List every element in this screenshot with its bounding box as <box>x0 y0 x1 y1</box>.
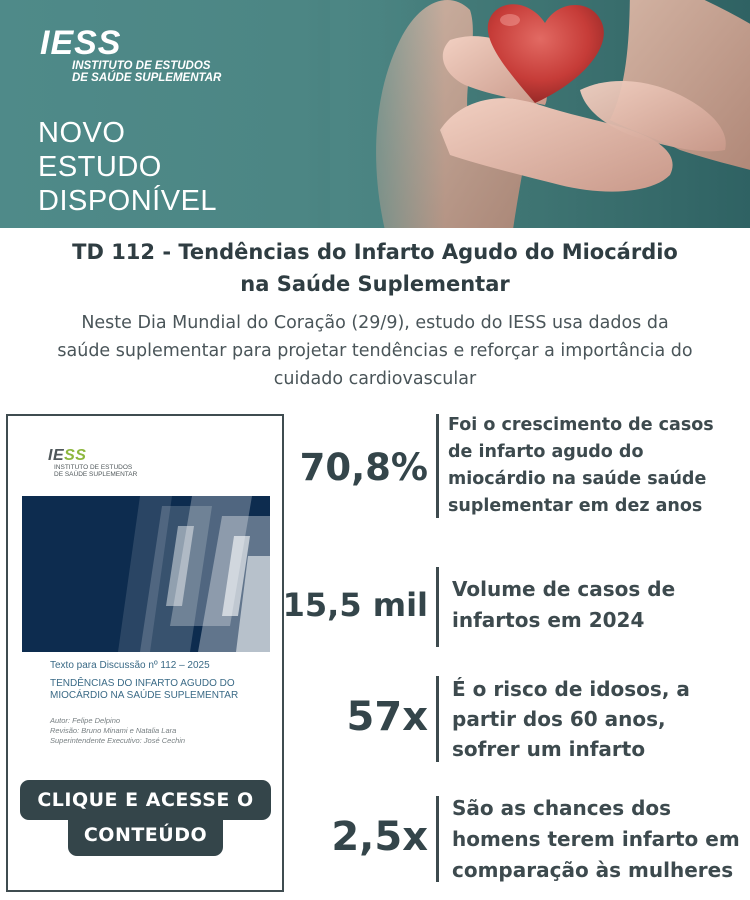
stat-description: É o risco de idosos, a partir dos 60 anos, sofrer um infarto <box>452 677 690 761</box>
cover-review: Revisão: Bruno Minami e Natalia Lara <box>50 726 177 735</box>
hero-title-line: DISPONÍVEL <box>38 185 218 217</box>
subline-line-3: cuidado cardiovascular <box>273 369 477 389</box>
document-cover[interactable] <box>22 440 270 760</box>
subline-line-1: Neste Dia Mundial do Coração (29/9), estudo do IESS usa dados da <box>81 313 669 333</box>
cover-logo-mark: IESS <box>48 447 87 464</box>
cta-label-line-2[interactable]: CONTEÚDO <box>68 816 223 856</box>
stat-description: Foi o crescimento de casos de infarto agudo do miocárdio na saúde saúde suplementar em dez anos <box>448 415 714 516</box>
hero-title-line: ESTUDO <box>38 151 162 183</box>
cover-logo-line-1: INSTITUTO DE ESTUDOS <box>54 464 133 471</box>
cover-credits <box>50 716 185 746</box>
cover-logo <box>48 448 137 478</box>
study-subheadline <box>20 309 730 393</box>
brand-mark: IESS <box>40 24 122 62</box>
cover-logo-line-2: DE SAÚDE SUPLEMENTAR <box>54 471 138 478</box>
heart-in-hands-photo <box>330 0 750 228</box>
headline-line-1: TD 112 - Tendências do Infarto Agudo do Miocárdio <box>72 240 678 264</box>
hero-banner <box>0 0 750 228</box>
stat-description: Volume de casos de infartos em 2024 <box>452 577 676 632</box>
cta-label-line-1[interactable]: CLIQUE E ACESSE O <box>20 780 271 820</box>
brand-line-2: DE SAÚDE SUPLEMENTAR <box>72 72 222 84</box>
stat-value: 70,8% <box>299 446 428 489</box>
subline-line-2: saúde suplementar para projetar tendências e reforçar a importância do <box>57 341 693 361</box>
stat-divider <box>436 796 439 882</box>
cover-superintendent: Superintendente Executivo: José Cechin <box>50 736 186 745</box>
brand-line-1: INSTITUTO DE ESTUDOS <box>72 60 211 72</box>
study-headline <box>0 236 750 300</box>
stat-divider <box>436 567 439 647</box>
stat-divider <box>436 676 439 762</box>
stat-divider <box>436 414 439 518</box>
cover-series-code: Texto para Discussão nº 112 – 2025 <box>50 660 210 671</box>
iess-logo <box>40 26 221 84</box>
cover-title: TENDÊNCIAS DO INFARTO AGUDO DO MIOCÁRDIO NA SAÚDE SUPLEMENTAR <box>50 678 239 701</box>
access-content-button[interactable] <box>20 780 271 856</box>
cover-author: Autor: Felipe Delpino <box>50 716 121 725</box>
hero-title-line: NOVO <box>38 117 126 149</box>
hero-title <box>38 116 338 218</box>
headline-line-2: na Saúde Suplementar <box>240 272 510 296</box>
stat-value: 15,5 mil <box>282 586 428 624</box>
stat-value: 2,5x <box>331 814 428 860</box>
stat-value: 57x <box>346 694 428 740</box>
stat-description: São as chances dos homens terem infarto em comparação às mulheres <box>452 796 740 882</box>
cover-banner-graphic <box>22 496 270 652</box>
